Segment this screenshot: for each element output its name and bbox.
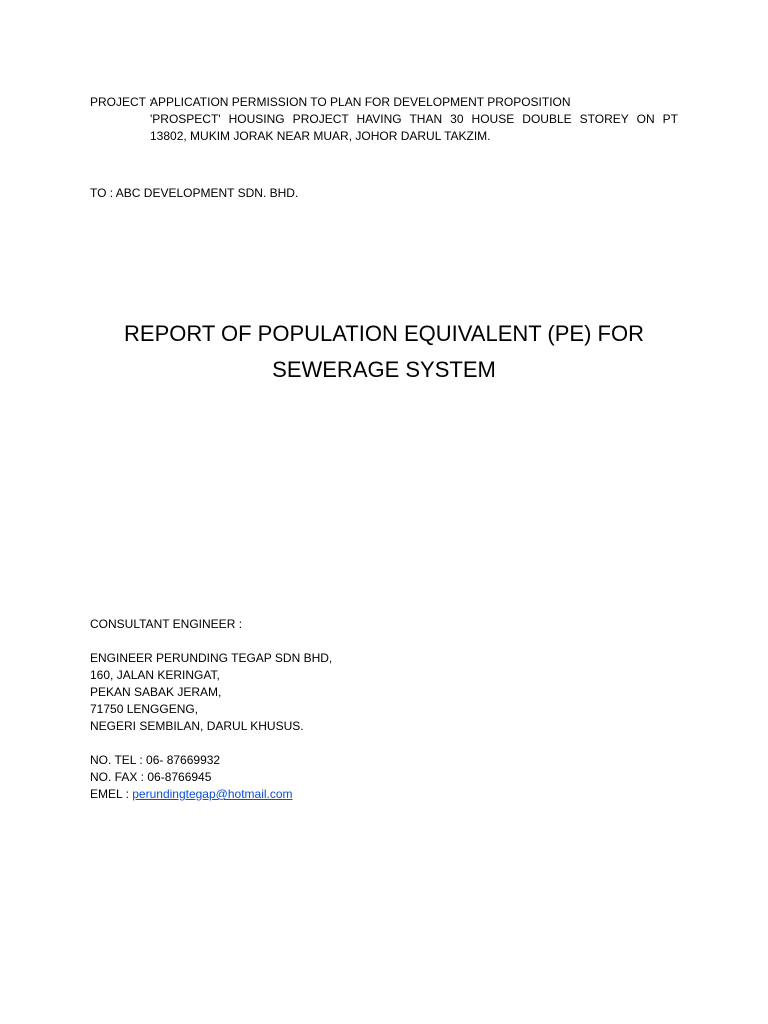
consultant-label: CONSULTANT ENGINEER : [90,617,243,631]
project-description [150,94,678,145]
address-line-street: 160, JALAN KERINGAT, [90,668,220,682]
email-label: EMEL : [90,787,129,801]
fax-number: NO. FAX : 06-8766945 [90,770,212,784]
to-section [90,185,298,202]
report-title-line-1: REPORT OF POPULATION EQUIVALENT (PE) FOR [124,321,644,346]
to-label: TO : [90,186,114,200]
email-row [90,786,510,803]
project-line-1: APPLICATION PERMISSION TO PLAN FOR DEVELOPMENT PROPOSITION [150,95,571,109]
address-line-state: NEGERI SEMBILAN, DARUL KHUSUS. [90,719,304,733]
project-line-2: 'PROSPECT' HOUSING PROJECT HAVING THAN 30 HOUSE DOUBLE STOREY ON PT [150,112,678,126]
report-title [0,316,768,388]
project-row [90,94,678,145]
project-section [90,94,678,145]
address-line-town: PEKAN SABAK JERAM, [90,685,222,699]
consultant-section [90,616,510,803]
address-line-postcode: 71750 LENGGENG, [90,702,199,716]
email-link[interactable]: perundingtegap@hotmail.com [132,787,293,801]
address-line-company: ENGINEER PERUNDING TEGAP SDN BHD, [90,651,333,665]
project-label: PROJECT : [90,95,153,109]
consultant-address [90,650,510,735]
project-line-3: 13802, MUKIM JORAK NEAR MUAR, JOHOR DARUL TAKZIM. [150,129,491,143]
telephone-number: NO. TEL : 06- 87669932 [90,753,221,767]
to-recipient: ABC DEVELOPMENT SDN. BHD. [115,186,299,200]
report-title-line-2: SEWERAGE SYSTEM [272,357,496,382]
contact-details [90,752,510,803]
